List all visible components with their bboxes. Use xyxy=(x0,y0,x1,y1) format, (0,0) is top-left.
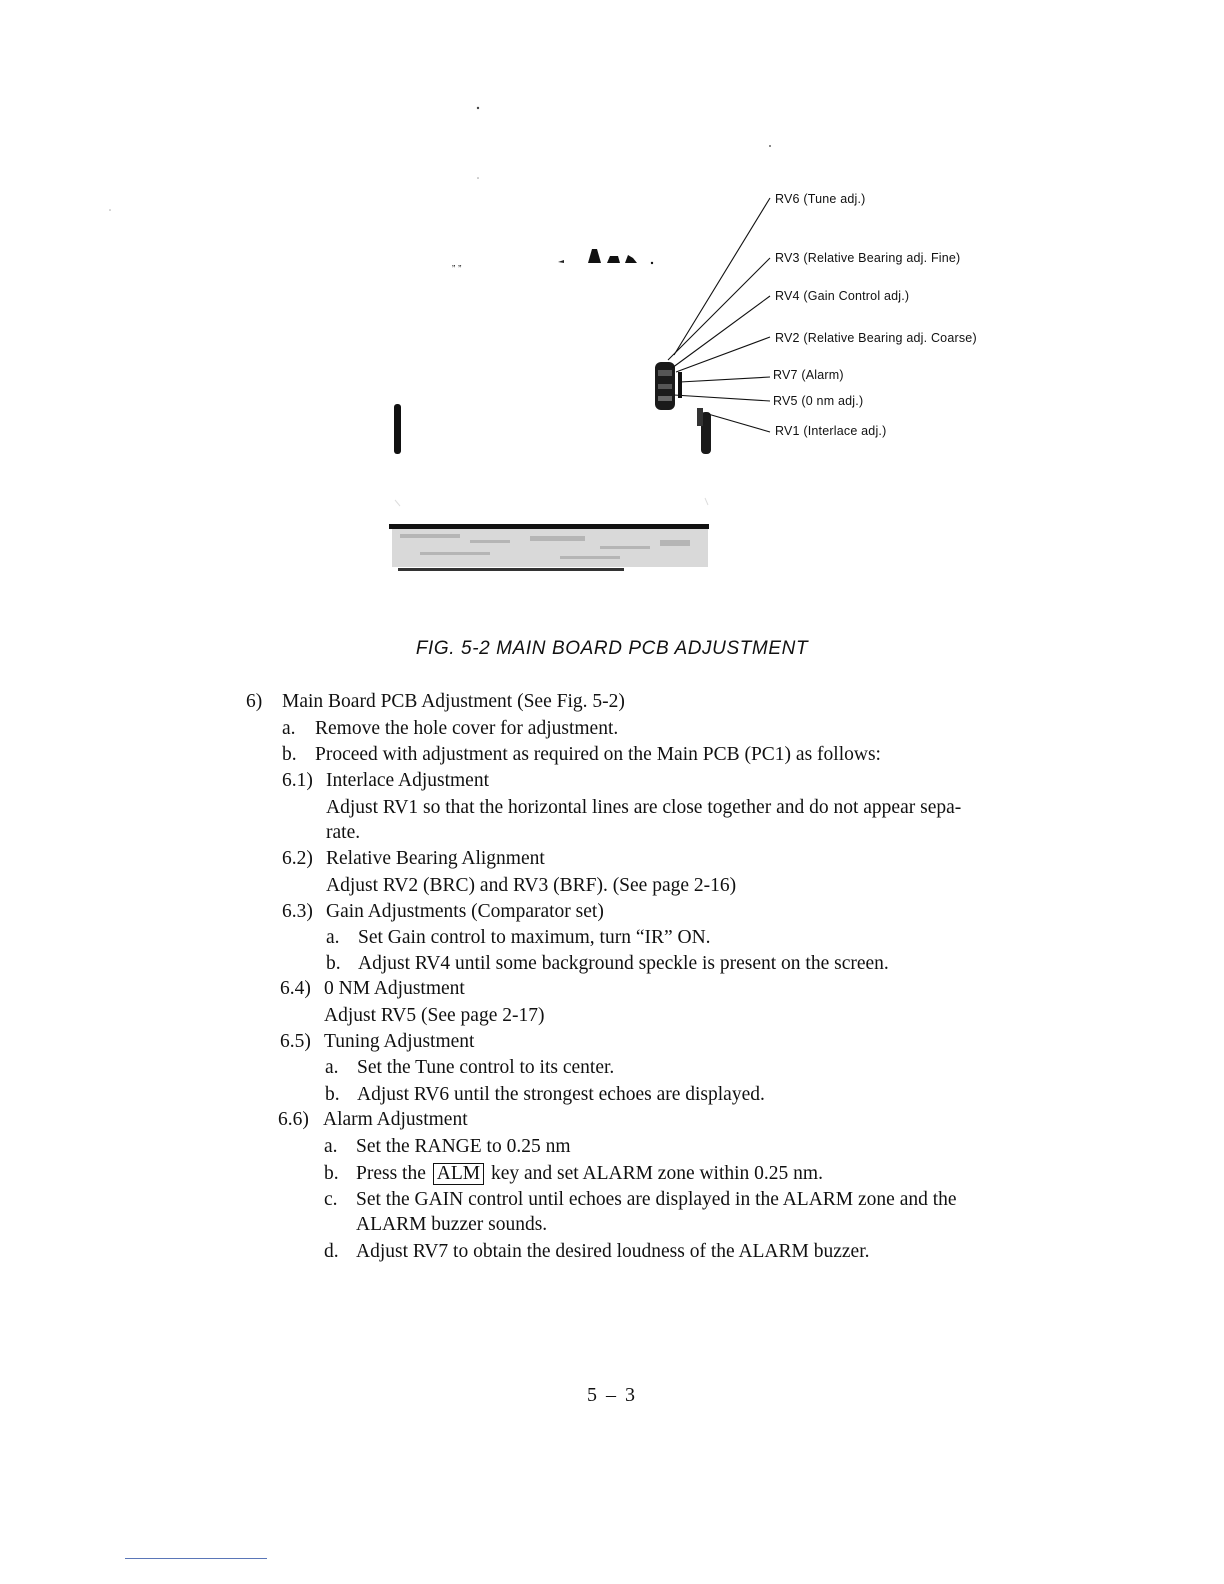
callout-rv5: RV5 (0 nm adj.) xyxy=(773,394,864,408)
section-title: Gain Adjustments (Comparator set) xyxy=(326,901,604,922)
callout-rv3: RV3 (Relative Bearing adj. Fine) xyxy=(775,251,961,265)
item-text: Set Gain control to maximum, turn “IR” ON. xyxy=(358,927,711,948)
item-letter: a. xyxy=(325,1057,339,1078)
section-title: Alarm Adjustment xyxy=(323,1109,468,1130)
callout-rv4: RV4 (Gain Control adj.) xyxy=(775,289,910,303)
item-letter: a. xyxy=(324,1136,338,1157)
figure-caption: FIG. 5-2 MAIN BOARD PCB ADJUSTMENT xyxy=(415,638,809,659)
section-body: Adjust RV1 so that the horizontal lines are close together and do not appear sepa- xyxy=(326,797,962,818)
item-text: Adjust RV4 until some background speckle is present on the screen. xyxy=(358,953,889,974)
item-letter: b. xyxy=(326,953,341,974)
item-letter: b. xyxy=(282,744,297,765)
section-number: 6.6) xyxy=(278,1109,309,1130)
item-letter: c. xyxy=(324,1189,338,1210)
item-text-pre: Press the xyxy=(356,1163,431,1184)
item-text: Adjust RV7 to obtain the desired loudness of the ALARM buzzer. xyxy=(356,1241,870,1262)
section-number: 6.4) xyxy=(280,978,311,999)
list-item-continuation: ALARM buzzer sounds. xyxy=(356,1214,548,1235)
section-title: Tuning Adjustment xyxy=(324,1031,475,1052)
item-letter: b. xyxy=(324,1163,339,1184)
section-number: 6.3) xyxy=(282,901,313,922)
page-number: 5 – 3 xyxy=(587,1384,637,1406)
section-title: Relative Bearing Alignment xyxy=(326,848,545,869)
item-letter: a. xyxy=(282,718,296,739)
alm-key-label: ALM xyxy=(433,1163,484,1185)
procedure-number: 6) xyxy=(246,691,263,712)
callout-rv1: RV1 (Interlace adj.) xyxy=(775,424,887,438)
section-number: 6.5) xyxy=(280,1031,311,1052)
item-text: Remove the hole cover for adjustment. xyxy=(315,718,619,739)
section-number: 6.2) xyxy=(282,848,313,869)
footer-divider xyxy=(125,1558,267,1559)
item-letter: d. xyxy=(324,1241,339,1262)
item-text xyxy=(356,1161,823,1187)
svg-text:„ „: „ „ xyxy=(452,258,462,269)
callout-rv6: RV6 (Tune adj.) xyxy=(775,192,866,206)
item-text-post: key and set ALARM zone within 0.25 nm. xyxy=(486,1163,823,1184)
section-body: Adjust RV5 (See page 2-17) xyxy=(324,1005,545,1026)
item-text: Proceed with adjustment as required on the Main PCB (PC1) as follows: xyxy=(315,744,881,765)
item-letter: b. xyxy=(325,1084,340,1105)
item-text: Set the GAIN control until echoes are displayed in the ALARM zone and the xyxy=(356,1189,957,1210)
section-title: Interlace Adjustment xyxy=(326,770,489,791)
section-body: rate. xyxy=(326,822,361,843)
callout-rv2: RV2 (Relative Bearing adj. Coarse) xyxy=(775,331,977,345)
procedure-title: Main Board PCB Adjustment (See Fig. 5-2) xyxy=(282,691,625,712)
item-text: Set the Tune control to its center. xyxy=(357,1057,615,1078)
callout-rv7: RV7 (Alarm) xyxy=(773,368,844,382)
item-letter: a. xyxy=(326,927,340,948)
item-text: Set the RANGE to 0.25 nm xyxy=(356,1136,571,1157)
pcb-photo-illustration xyxy=(0,0,1224,620)
section-title: 0 NM Adjustment xyxy=(324,978,465,999)
item-text: Adjust RV6 until the strongest echoes are displayed. xyxy=(357,1084,765,1105)
section-body: Adjust RV2 (BRC) and RV3 (BRF). (See page 2-16) xyxy=(326,875,737,896)
section-number: 6.1) xyxy=(282,770,313,791)
pcb-figure xyxy=(0,0,1224,620)
